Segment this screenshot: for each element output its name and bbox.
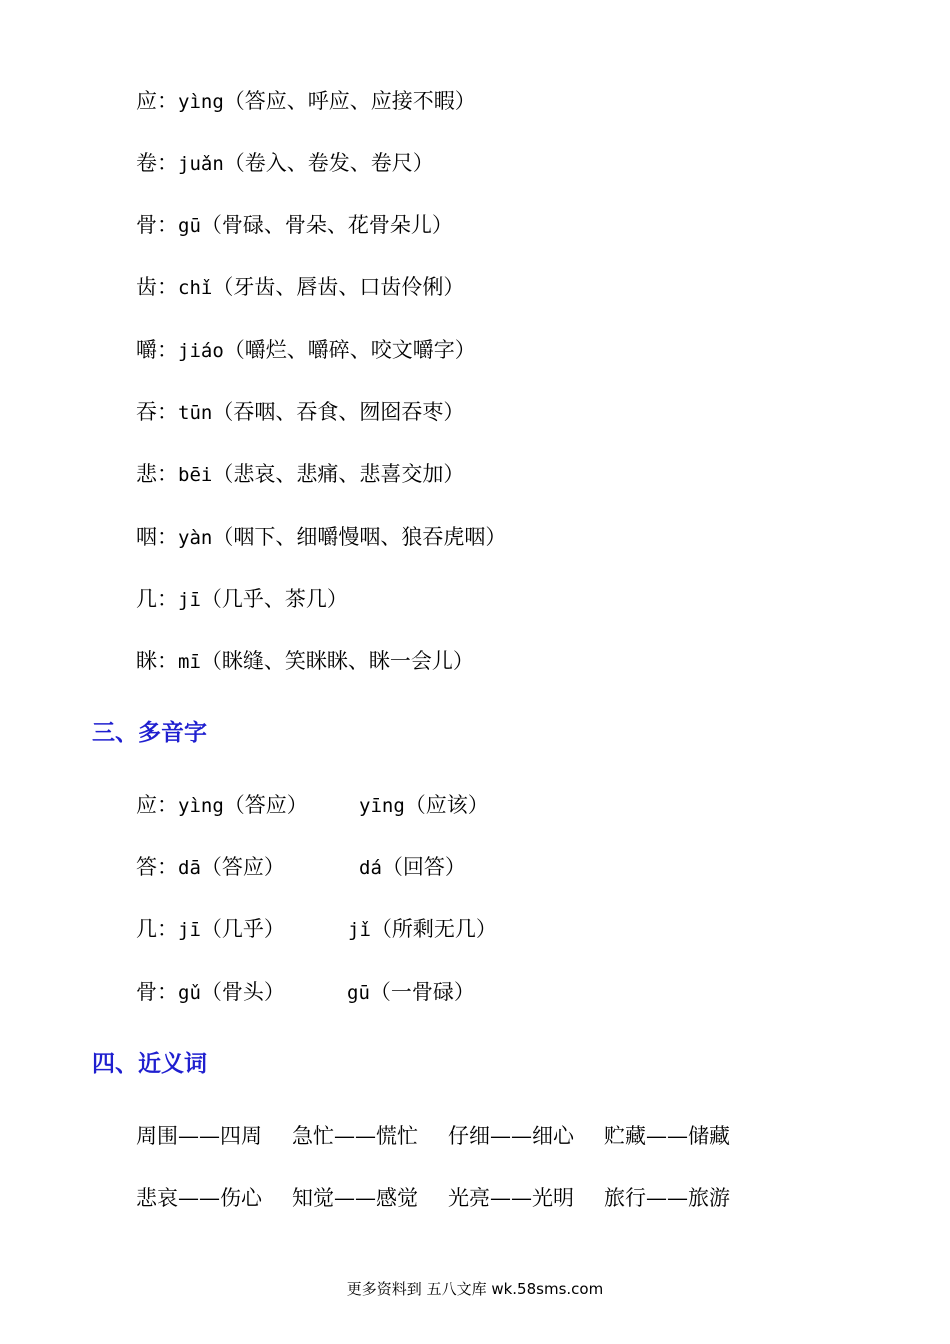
synonym-pair: 贮藏——储藏 bbox=[604, 1124, 730, 1148]
polyphonic-word-a: （几乎） bbox=[200, 917, 285, 941]
reading-line: 齿：chǐ（牙齿、唇齿、口齿伶俐） bbox=[136, 275, 465, 299]
reading-line: 几：jī（几乎、茶几） bbox=[136, 587, 348, 611]
polyphonic-line: 几：jī（几乎） jǐ（所剩无几） bbox=[136, 914, 285, 945]
reading-line: 悲：bēi（悲哀、悲痛、悲喜交加） bbox=[136, 462, 465, 486]
reading-line: 眯：mī（眯缝、笑眯眯、眯一会儿） bbox=[136, 649, 474, 673]
reading-words: （答应、呼应、应接不暇） bbox=[223, 89, 476, 113]
reading-char: 眯 bbox=[136, 649, 157, 673]
polyphonic-word-b: （回答） bbox=[381, 855, 466, 879]
reading-pinyin: jiáo bbox=[178, 340, 224, 362]
reading-line: 骨：gū（骨碌、骨朵、花骨朵儿） bbox=[136, 213, 453, 237]
reading-char: 悲 bbox=[136, 462, 157, 486]
polyphonic-alt bbox=[347, 977, 475, 1008]
polyphonic-line: 应：yìng（答应） yīng（应该） bbox=[136, 790, 308, 821]
polyphonic-pinyin-b: dá bbox=[359, 857, 382, 879]
reading-char: 几 bbox=[136, 587, 157, 611]
polyphonic-char: 几 bbox=[136, 917, 157, 941]
reading-words: （眯缝、笑眯眯、眯一会儿） bbox=[200, 649, 474, 673]
reading-pinyin: chǐ bbox=[178, 277, 213, 299]
reading-words: （吞咽、吞食、囫囵吞枣） bbox=[212, 400, 465, 424]
synonym-pair: 急忙——慌忙 bbox=[292, 1124, 418, 1148]
reading-line: 吞：tūn（吞咽、吞食、囫囵吞枣） bbox=[136, 400, 465, 424]
reading-char: 咽 bbox=[136, 525, 157, 549]
footer-text: 更多资料到 五八文库 wk.58sms.com bbox=[346, 1280, 604, 1298]
reading-char: 卷 bbox=[136, 151, 157, 175]
synonym-pair: 仔细——细心 bbox=[448, 1124, 574, 1148]
polyphonic-alt bbox=[348, 914, 497, 945]
reading-pinyin: yìng bbox=[178, 91, 224, 113]
reading-char: 齿 bbox=[136, 275, 157, 299]
polyphonic-char: 答 bbox=[136, 855, 157, 879]
reading-pinyin: juǎn bbox=[178, 153, 224, 175]
polyphonic-alt bbox=[359, 790, 489, 821]
polyphonic-pinyin-a: jī bbox=[178, 919, 201, 941]
polyphonic-word-b: （一骨碌） bbox=[369, 980, 475, 1004]
reading-char: 嚼 bbox=[136, 338, 157, 362]
reading-words: （牙齿、唇齿、口齿伶俐） bbox=[212, 275, 465, 299]
polyphonic-pinyin-a: gǔ bbox=[178, 982, 201, 1004]
polyphonic-char: 应 bbox=[136, 793, 157, 817]
synonym-pair: 知觉——感觉 bbox=[292, 1186, 418, 1210]
polyphonic-pinyin-b: jǐ bbox=[348, 919, 371, 941]
polyphonic-char: 骨 bbox=[136, 980, 157, 1004]
reading-line: 卷：juǎn（卷入、卷发、卷尺） bbox=[136, 151, 434, 175]
reading-pinyin: gū bbox=[178, 215, 201, 237]
reading-words: （嚼烂、嚼碎、咬文嚼字） bbox=[223, 338, 476, 362]
reading-words: （卷入、卷发、卷尺） bbox=[223, 151, 434, 175]
reading-pinyin: yàn bbox=[178, 527, 213, 549]
section-heading-synonyms: 四、近义词 bbox=[92, 1051, 207, 1077]
reading-line: 应：yìng（答应、呼应、应接不暇） bbox=[136, 89, 476, 113]
polyphonic-line: 答：dā（答应） dá（回答） bbox=[136, 852, 285, 883]
synonym-pair: 旅行——旅游 bbox=[604, 1186, 730, 1210]
reading-pinyin: mī bbox=[178, 651, 201, 673]
reading-words: （骨碌、骨朵、花骨朵儿） bbox=[200, 213, 453, 237]
polyphonic-pinyin-b: yīng bbox=[359, 795, 405, 817]
synonym-pair: 悲哀——伤心 bbox=[136, 1186, 262, 1210]
reading-char: 吞 bbox=[136, 400, 157, 424]
reading-pinyin: jī bbox=[178, 589, 201, 611]
reading-char: 应 bbox=[136, 89, 157, 113]
reading-pinyin: bēi bbox=[178, 464, 213, 486]
polyphonic-word-b: （应该） bbox=[404, 793, 489, 817]
reading-words: （几乎、茶几） bbox=[200, 587, 348, 611]
reading-line: 嚼：jiáo（嚼烂、嚼碎、咬文嚼字） bbox=[136, 338, 476, 362]
polyphonic-word-a: （答应） bbox=[223, 793, 308, 817]
polyphonic-word-a: （骨头） bbox=[200, 980, 285, 1004]
synonym-pair: 光亮——光明 bbox=[448, 1186, 574, 1210]
reading-line: 咽：yàn（咽下、细嚼慢咽、狼吞虎咽） bbox=[136, 525, 507, 549]
polyphonic-pinyin-a: yìng bbox=[178, 795, 224, 817]
synonym-pair: 周围——四周 bbox=[136, 1124, 262, 1148]
reading-pinyin: tūn bbox=[178, 402, 213, 424]
reading-char: 骨 bbox=[136, 213, 157, 237]
polyphonic-pinyin-b: gū bbox=[347, 982, 370, 1004]
reading-words: （悲哀、悲痛、悲喜交加） bbox=[212, 462, 465, 486]
polyphonic-pinyin-a: dā bbox=[178, 857, 201, 879]
polyphonic-line: 骨：gǔ（骨头） gū（一骨碌） bbox=[136, 977, 285, 1008]
polyphonic-word-a: （答应） bbox=[200, 855, 285, 879]
section-heading-polyphonic: 三、多音字 bbox=[92, 720, 207, 746]
polyphonic-alt bbox=[359, 852, 466, 883]
polyphonic-word-b: （所剩无几） bbox=[370, 917, 497, 941]
reading-words: （咽下、细嚼慢咽、狼吞虎咽） bbox=[212, 525, 507, 549]
